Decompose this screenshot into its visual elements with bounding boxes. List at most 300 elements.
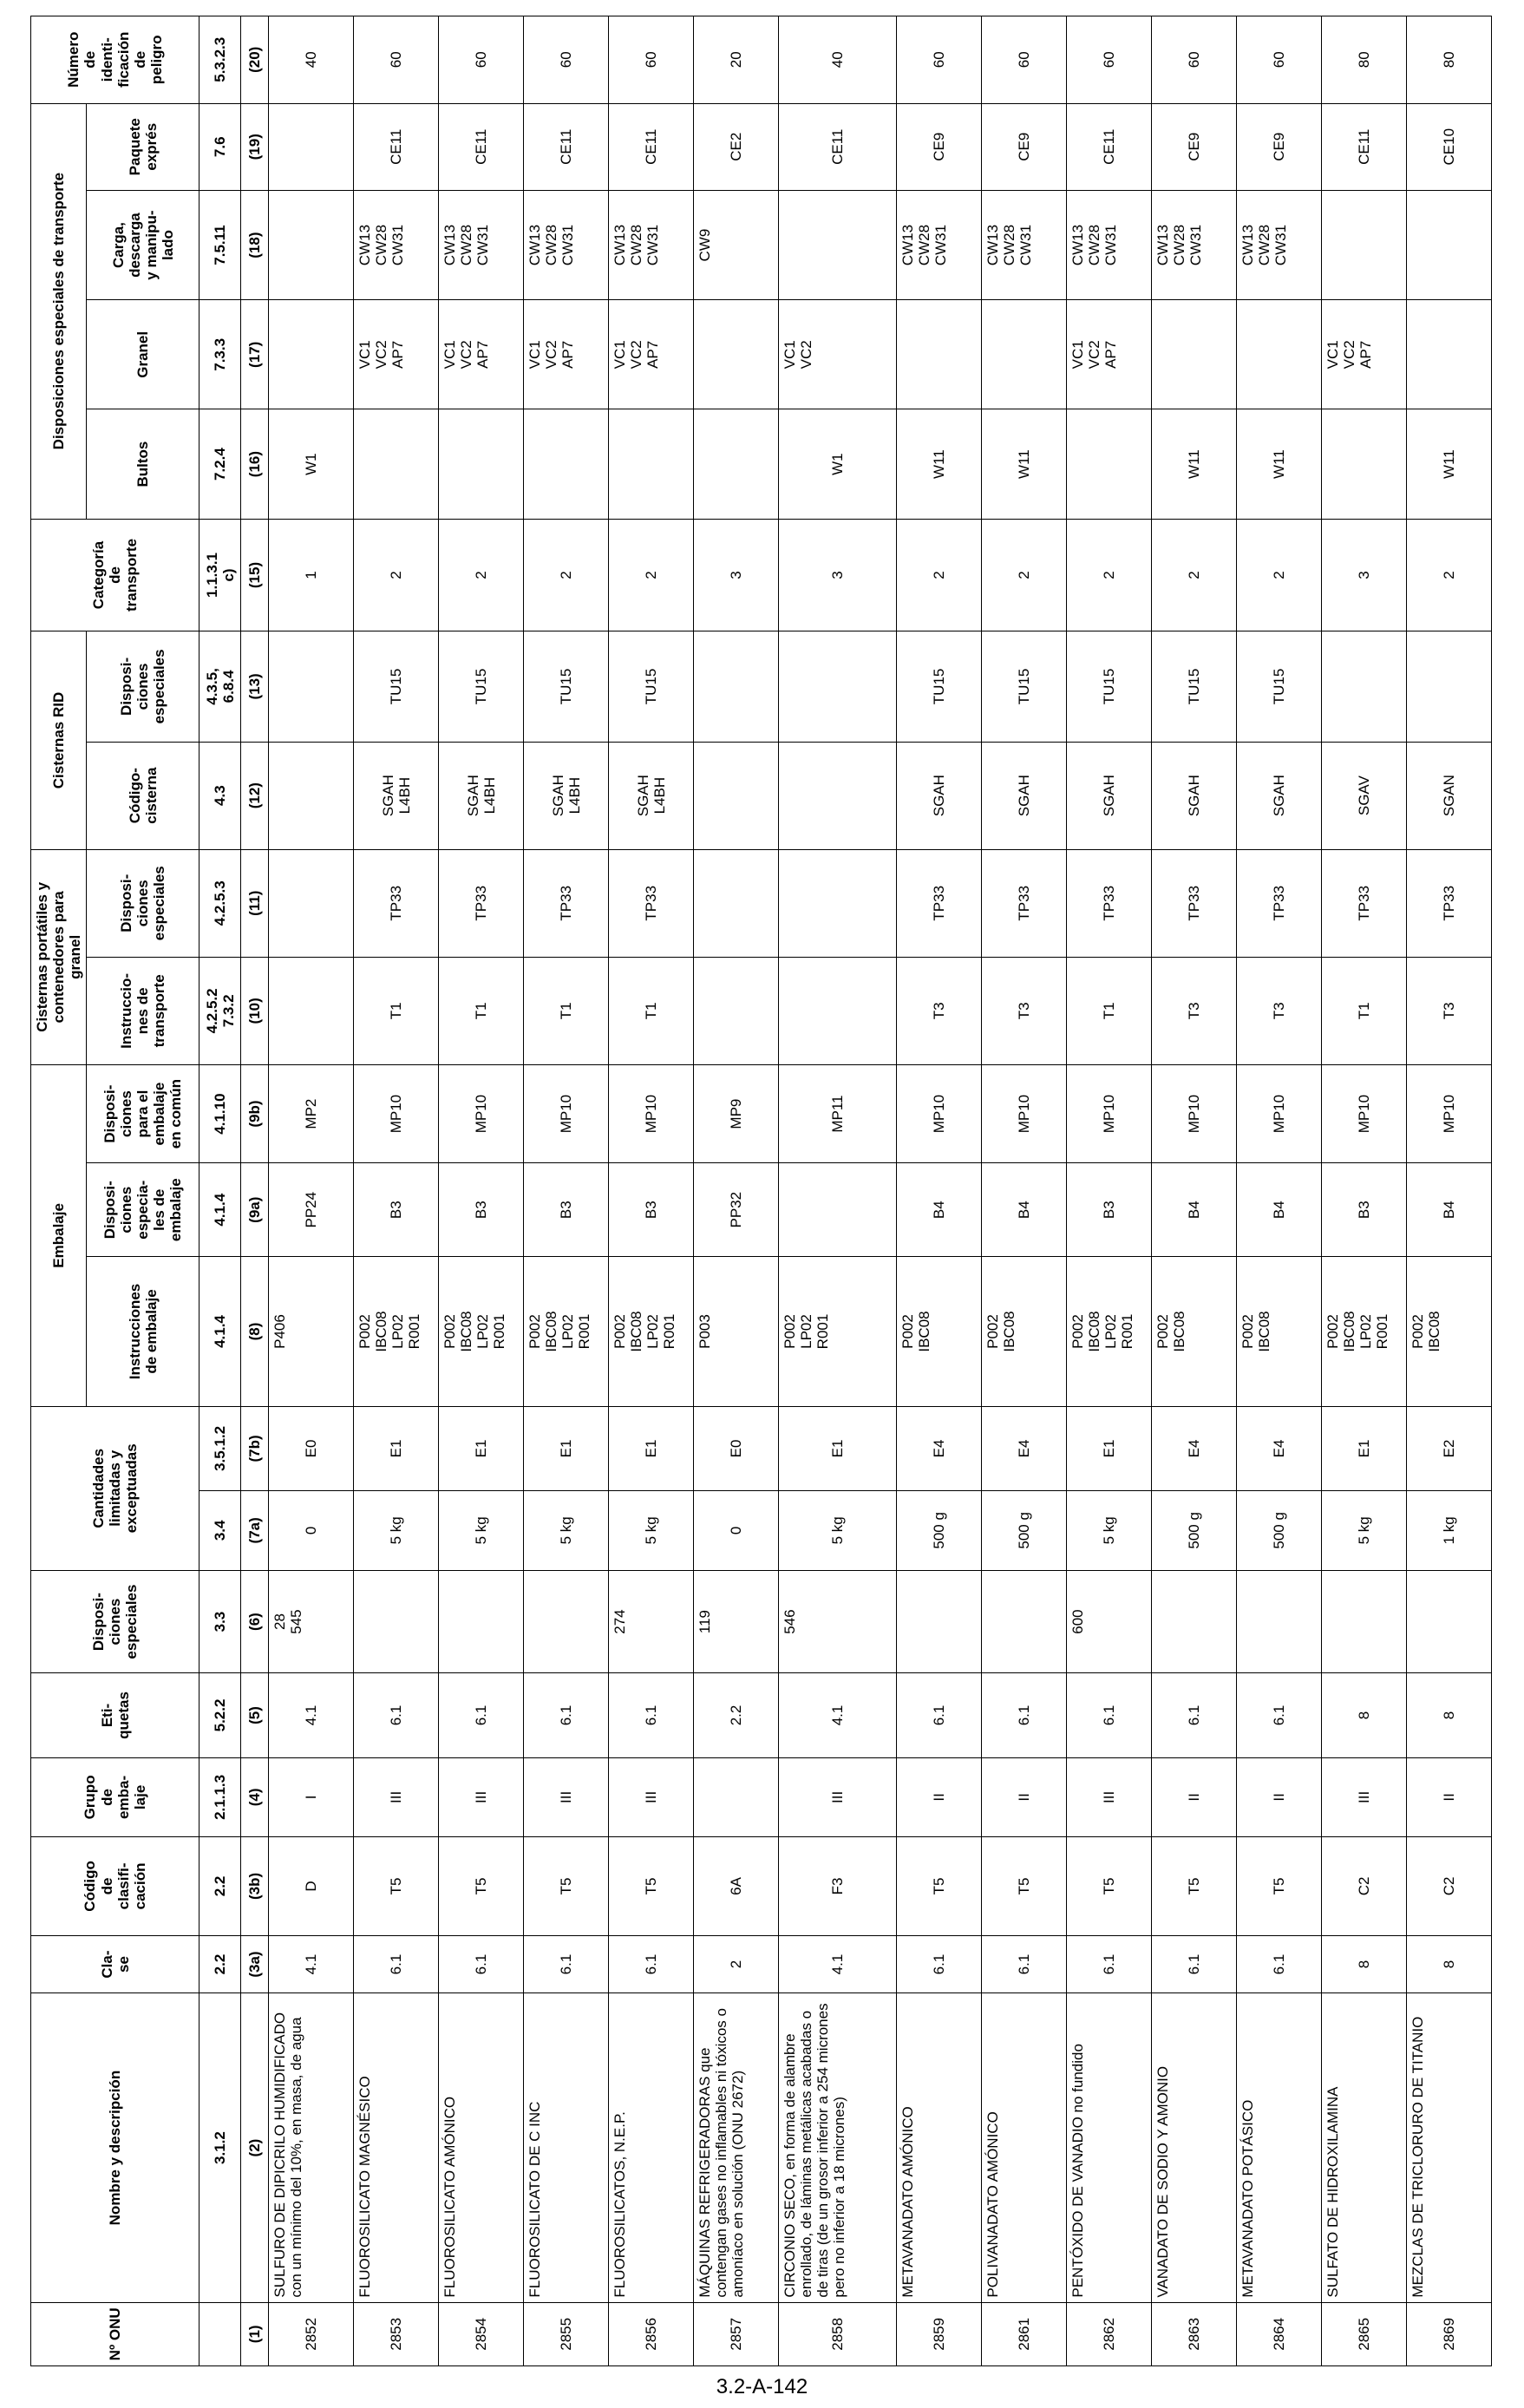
column-number-cell: (11) xyxy=(241,849,269,957)
cell-c8: P002 IBC08 xyxy=(1406,1257,1491,1407)
cell-c7b: E1 xyxy=(1066,1406,1151,1490)
cell-c7a: 500 g xyxy=(981,1490,1066,1570)
cell-c7b: E4 xyxy=(1236,1406,1321,1490)
cell-c7a: 500 g xyxy=(1236,1490,1321,1570)
cell-c3a: 6.1 xyxy=(1151,1935,1236,1993)
reference-cell: 3.3 xyxy=(199,1570,241,1673)
cell-c8: P002 IBC08 LP02 R001 xyxy=(1321,1257,1406,1407)
cell-c3a: 8 xyxy=(1321,1935,1406,1993)
cell-c3a: 6.1 xyxy=(609,1935,694,1993)
cell-c9b: MP2 xyxy=(269,1064,354,1162)
cell-c15: 1 xyxy=(269,519,354,631)
cell-c8: P002 LP02 R001 xyxy=(779,1257,897,1407)
table-row xyxy=(524,16,609,2366)
cell-c7b: E1 xyxy=(354,1406,439,1490)
cell-c12: SGAN xyxy=(1406,742,1491,849)
cell-c11: TP33 xyxy=(981,849,1066,957)
cell-c2: POLIVANADATO AMÓNICO xyxy=(981,1993,1066,2302)
reference-cell xyxy=(199,2302,241,2365)
cell-c19: CE11 xyxy=(524,103,609,190)
table-row xyxy=(1321,16,1406,2366)
cell-c15: 3 xyxy=(1321,519,1406,631)
table-body xyxy=(269,16,1492,2366)
cell-c6: 274 xyxy=(609,1570,694,1673)
reference-cell: 2.2 xyxy=(199,1837,241,1935)
cell-c12: SGAH L4BH xyxy=(609,742,694,849)
reference-cell: 2.2 xyxy=(199,1935,241,1993)
cell-c16: W1 xyxy=(779,409,897,519)
cell-c3b: T5 xyxy=(354,1837,439,1935)
cell-c7a: 5 kg xyxy=(779,1490,897,1570)
cell-c9b: MP10 xyxy=(1406,1064,1491,1162)
cell-c9a: B3 xyxy=(439,1163,524,1257)
cell-c1: 2853 xyxy=(354,2302,439,2365)
header-pack-special: Disposi- ciones especia- les de embalaje xyxy=(87,1163,199,1257)
cell-c4 xyxy=(694,1757,779,1837)
cell-c9a: B3 xyxy=(524,1163,609,1257)
cell-c10: T1 xyxy=(439,957,524,1064)
cell-c12 xyxy=(269,742,354,849)
cell-c2: SULFATO DE HIDROXILAMINA xyxy=(1321,1993,1406,2302)
cell-c7a: 5 kg xyxy=(609,1490,694,1570)
cell-c18: CW9 xyxy=(694,190,779,299)
column-number-cell: (2) xyxy=(241,1993,269,2302)
cell-c7a: 5 kg xyxy=(1066,1490,1151,1570)
cell-c3a: 6.1 xyxy=(439,1935,524,1993)
reference-cell: 4.3 xyxy=(199,742,241,849)
cell-c6 xyxy=(896,1570,981,1673)
cell-c3a: 6.1 xyxy=(981,1935,1066,1993)
cell-c19: CE11 xyxy=(439,103,524,190)
cell-c3b: C2 xyxy=(1321,1837,1406,1935)
column-number-cell: (20) xyxy=(241,16,269,104)
cell-c15: 3 xyxy=(694,519,779,631)
cell-c7b: E1 xyxy=(1321,1406,1406,1490)
column-number-cell: (8) xyxy=(241,1257,269,1407)
cell-c17 xyxy=(1236,300,1321,409)
cell-c2: MÁQUINAS REFRIGERADORAS que contengan gases no inflamables ni tóxicos o amoníaco en solución (ONU 2672) xyxy=(694,1993,779,2302)
cell-c1: 2854 xyxy=(439,2302,524,2365)
cell-c12 xyxy=(694,742,779,849)
cell-c6: 28 545 xyxy=(269,1570,354,1673)
cell-c11: TP33 xyxy=(1151,849,1236,957)
cell-c11 xyxy=(269,849,354,957)
cell-c11 xyxy=(779,849,897,957)
header-tank-special: Disposi- ciones especiales xyxy=(87,849,199,957)
header-express: Paquete exprés xyxy=(87,103,199,190)
cell-c18 xyxy=(779,190,897,299)
cell-c6 xyxy=(439,1570,524,1673)
reference-cell: 4.2.5.3 xyxy=(199,849,241,957)
cell-c15: 2 xyxy=(439,519,524,631)
cell-c12: SGAH xyxy=(1066,742,1151,849)
cell-c3a: 4.1 xyxy=(779,1935,897,1993)
cell-c9b: MP9 xyxy=(694,1064,779,1162)
reference-cell: 4.1.4 xyxy=(199,1163,241,1257)
cell-c3b: T5 xyxy=(609,1837,694,1935)
cell-c16: W11 xyxy=(981,409,1066,519)
reference-cell: 7.5.11 xyxy=(199,190,241,299)
cell-c7b: E4 xyxy=(1151,1406,1236,1490)
cell-c6: 546 xyxy=(779,1570,897,1673)
cell-c18: CW13 CW28 CW31 xyxy=(439,190,524,299)
cell-c7b: E2 xyxy=(1406,1406,1491,1490)
cell-c4: II xyxy=(981,1757,1066,1837)
cell-c5: 4.1 xyxy=(269,1673,354,1757)
cell-c9a: B4 xyxy=(981,1163,1066,1257)
cell-c3a: 6.1 xyxy=(354,1935,439,1993)
cell-c10: T1 xyxy=(354,957,439,1064)
header-pack-instructions: Instrucciones de embalaje xyxy=(87,1257,199,1407)
cell-c4: III xyxy=(524,1757,609,1837)
cell-c4: III xyxy=(1066,1757,1151,1837)
cell-c4: II xyxy=(1151,1757,1236,1837)
cell-c3b: 6A xyxy=(694,1837,779,1935)
cell-c7b: E0 xyxy=(269,1406,354,1490)
column-number-cell: (6) xyxy=(241,1570,269,1673)
cell-c2: METAVANADATO AMÓNICO xyxy=(896,1993,981,2302)
reference-cell: 7.3.3 xyxy=(199,300,241,409)
cell-c11: TP33 xyxy=(1321,849,1406,957)
cell-c9b: MP10 xyxy=(524,1064,609,1162)
cell-c8: P002 IBC08 xyxy=(896,1257,981,1407)
cell-c4: III xyxy=(779,1757,897,1837)
cell-c15: 2 xyxy=(524,519,609,631)
cell-c12: SGAH L4BH xyxy=(439,742,524,849)
cell-c10: T1 xyxy=(609,957,694,1064)
cell-c11: TP33 xyxy=(524,849,609,957)
column-number-cell: (15) xyxy=(241,519,269,631)
cell-c13: TU15 xyxy=(981,631,1066,742)
cell-c3a: 2 xyxy=(694,1935,779,1993)
cell-c7a: 0 xyxy=(269,1490,354,1570)
cell-c13: TU15 xyxy=(524,631,609,742)
reference-cell: 1.1.3.1 c) xyxy=(199,519,241,631)
cell-c3a: 6.1 xyxy=(1236,1935,1321,1993)
cell-c16: W11 xyxy=(1236,409,1321,519)
cell-c6 xyxy=(1151,1570,1236,1673)
cell-c15: 2 xyxy=(1236,519,1321,631)
header-packing-group: Grupo de emba- laje xyxy=(31,1757,199,1837)
cell-c19: CE9 xyxy=(1151,103,1236,190)
header-tank-instructions: Instruccio- nes de transporte xyxy=(87,957,199,1064)
cell-c9b: MP10 xyxy=(354,1064,439,1162)
cell-c16: W11 xyxy=(1151,409,1236,519)
cell-c7b: E1 xyxy=(439,1406,524,1490)
cell-c4: III xyxy=(354,1757,439,1837)
cell-c9b: MP10 xyxy=(896,1064,981,1162)
column-number-cell: (13) xyxy=(241,631,269,742)
cell-c10: T3 xyxy=(1406,957,1491,1064)
column-number-cell: (16) xyxy=(241,409,269,519)
cell-c2: FLUOROSILICATOS, N.E.P. xyxy=(609,1993,694,2302)
cell-c17 xyxy=(1151,300,1236,409)
cell-c15: 2 xyxy=(609,519,694,631)
column-number-cell: (7a) xyxy=(241,1490,269,1570)
cell-c8: P406 xyxy=(269,1257,354,1407)
cell-c9a: PP32 xyxy=(694,1163,779,1257)
table-row xyxy=(354,16,439,2366)
cell-c19: CE9 xyxy=(896,103,981,190)
cell-c9b: MP10 xyxy=(1236,1064,1321,1162)
cell-c3b: T5 xyxy=(439,1837,524,1935)
cell-c7a: 5 kg xyxy=(1321,1490,1406,1570)
cell-c5: 6.1 xyxy=(1066,1673,1151,1757)
cell-c7a: 1 kg xyxy=(1406,1490,1491,1570)
reference-row xyxy=(199,16,241,2366)
cell-c3b: T5 xyxy=(896,1837,981,1935)
cell-c7a: 5 kg xyxy=(439,1490,524,1570)
reference-cell: 3.4 xyxy=(199,1490,241,1570)
cell-c3a: 6.1 xyxy=(524,1935,609,1993)
cell-c9b: MP10 xyxy=(1066,1064,1151,1162)
cell-c4: III xyxy=(439,1757,524,1837)
cell-c3b: T5 xyxy=(1151,1837,1236,1935)
column-number-cell: (9a) xyxy=(241,1163,269,1257)
cell-c17 xyxy=(896,300,981,409)
cell-c3b: F3 xyxy=(779,1837,897,1935)
cell-c8: P003 xyxy=(694,1257,779,1407)
cell-c3b: T5 xyxy=(1236,1837,1321,1935)
table-row xyxy=(1406,16,1491,2366)
cell-c9a: B4 xyxy=(1236,1163,1321,1257)
cell-c20: 40 xyxy=(269,16,354,104)
page-number: 3.2-A-142 xyxy=(716,2375,808,2398)
cell-c9a: B4 xyxy=(1151,1163,1236,1257)
cell-c3a: 6.1 xyxy=(896,1935,981,1993)
cell-c2: FLUOROSILICATO DE C INC xyxy=(524,1993,609,2302)
cell-c15: 2 xyxy=(981,519,1066,631)
cell-c3b: D xyxy=(269,1837,354,1935)
cell-c20: 20 xyxy=(694,16,779,104)
cell-c1: 2863 xyxy=(1151,2302,1236,2365)
cell-c4: II xyxy=(1236,1757,1321,1837)
cell-c19: CE11 xyxy=(779,103,897,190)
cell-c20: 60 xyxy=(896,16,981,104)
cell-c17: VC1 VC2 AP7 xyxy=(1321,300,1406,409)
column-number-cell: (7b) xyxy=(241,1406,269,1490)
cell-c16 xyxy=(354,409,439,519)
cell-c18 xyxy=(1321,190,1406,299)
table-row xyxy=(779,16,897,2366)
column-number-cell: (5) xyxy=(241,1673,269,1757)
cell-c7b: E4 xyxy=(981,1406,1066,1490)
cell-c15: 2 xyxy=(896,519,981,631)
cell-c20: 80 xyxy=(1321,16,1406,104)
cell-c10 xyxy=(269,957,354,1064)
cell-c20: 60 xyxy=(609,16,694,104)
cell-c1: 2856 xyxy=(609,2302,694,2365)
cell-c20: 60 xyxy=(524,16,609,104)
cell-c7b: E1 xyxy=(524,1406,609,1490)
header-class: Cla- se xyxy=(31,1935,199,1993)
cell-c10: T1 xyxy=(1066,957,1151,1064)
cell-c17 xyxy=(694,300,779,409)
cell-c20: 60 xyxy=(1236,16,1321,104)
cell-c13 xyxy=(694,631,779,742)
cell-c16 xyxy=(1066,409,1151,519)
header-mixed-packing: Disposi- ciones para el embalaje en común xyxy=(87,1064,199,1162)
cell-c20: 60 xyxy=(1151,16,1236,104)
cell-c2: CIRCONIO SECO, en forma de alambre enrollado, de láminas metálicas acabadas o de tiras (de un grosor inferior a 254 micrones pero no inferior a 18 micrones) xyxy=(779,1993,897,2302)
cell-c3b: T5 xyxy=(1066,1837,1151,1935)
rotated-table-wrapper xyxy=(30,16,1492,2366)
column-number-cell: (17) xyxy=(241,300,269,409)
cell-c9b: MP10 xyxy=(439,1064,524,1162)
header-name: Nombre y descripción xyxy=(31,1993,199,2302)
cell-c1: 2858 xyxy=(779,2302,897,2365)
cell-c17: VC1 VC2 AP7 xyxy=(354,300,439,409)
cell-c8: P002 IBC08 LP02 R001 xyxy=(439,1257,524,1407)
cell-c17 xyxy=(269,300,354,409)
cell-c5: 6.1 xyxy=(1151,1673,1236,1757)
cell-c13: TU15 xyxy=(896,631,981,742)
cell-c1: 2857 xyxy=(694,2302,779,2365)
table-row xyxy=(1151,16,1236,2366)
cell-c13: TU15 xyxy=(1151,631,1236,742)
cell-c17: VC1 VC2 AP7 xyxy=(609,300,694,409)
cell-c20: 60 xyxy=(354,16,439,104)
cell-c13 xyxy=(1406,631,1491,742)
cell-c15: 2 xyxy=(1151,519,1236,631)
cell-c1: 2865 xyxy=(1321,2302,1406,2365)
cell-c1: 2864 xyxy=(1236,2302,1321,2365)
cell-c4: III xyxy=(609,1757,694,1837)
cell-c11: TP33 xyxy=(896,849,981,957)
cell-c17: VC1 VC2 AP7 xyxy=(524,300,609,409)
cell-c5: 6.1 xyxy=(439,1673,524,1757)
table-row xyxy=(1236,16,1321,2366)
cell-c1: 2862 xyxy=(1066,2302,1151,2365)
header-rid-special: Disposi- ciones especiales xyxy=(87,631,199,742)
cell-c5: 8 xyxy=(1321,1673,1406,1757)
cell-c6: 119 xyxy=(694,1570,779,1673)
cell-c9a: B4 xyxy=(896,1163,981,1257)
cell-c10: T3 xyxy=(896,957,981,1064)
cell-c11: TP33 xyxy=(609,849,694,957)
table-row xyxy=(694,16,779,2366)
cell-c3b: C2 xyxy=(1406,1837,1491,1935)
column-number-cell: (4) xyxy=(241,1757,269,1837)
reference-cell: 7.6 xyxy=(199,103,241,190)
cell-c19: CE11 xyxy=(1321,103,1406,190)
header-hazard-id: Número de identi- ficación de peligro xyxy=(31,16,199,104)
cell-c1: 2861 xyxy=(981,2302,1066,2365)
cell-c13 xyxy=(1321,631,1406,742)
cell-c17 xyxy=(1406,300,1491,409)
cell-c20: 60 xyxy=(1066,16,1151,104)
cell-c9b: MP10 xyxy=(1151,1064,1236,1162)
cell-c19: CE9 xyxy=(1236,103,1321,190)
cell-c2: VANADATO DE SODIO Y AMONIO xyxy=(1151,1993,1236,2302)
cell-c20: 80 xyxy=(1406,16,1491,104)
header-packaging: Embalaje xyxy=(31,1064,87,1406)
cell-c8: P002 IBC08 LP02 R001 xyxy=(354,1257,439,1407)
cell-c2: MEZCLAS DE TRICLORURO DE TITANIO xyxy=(1406,1993,1491,2302)
cell-c9a: B3 xyxy=(354,1163,439,1257)
header-packages: Bultos xyxy=(87,409,199,519)
reference-cell: 5.3.2.3 xyxy=(199,16,241,104)
cell-c18 xyxy=(1406,190,1491,299)
cell-c7b: E0 xyxy=(694,1406,779,1490)
cell-c9a: B3 xyxy=(1066,1163,1151,1257)
cell-c4: III xyxy=(1321,1757,1406,1837)
cell-c12: SGAV xyxy=(1321,742,1406,849)
cell-c5: 6.1 xyxy=(524,1673,609,1757)
cell-c18: CW13 CW28 CW31 xyxy=(524,190,609,299)
cell-c13: TU15 xyxy=(439,631,524,742)
cell-c20: 60 xyxy=(439,16,524,104)
reference-cell: 2.1.1.3 xyxy=(199,1757,241,1837)
cell-c11: TP33 xyxy=(1406,849,1491,957)
cell-c17 xyxy=(981,300,1066,409)
cell-c10: T1 xyxy=(1321,957,1406,1064)
cell-c9b: MP10 xyxy=(981,1064,1066,1162)
cell-c2: SULFURO DE DIPICRILO HUMIDIFICADO con un mínimo del 10%, en masa, de agua xyxy=(269,1993,354,2302)
cell-c4: II xyxy=(896,1757,981,1837)
cell-c5: 8 xyxy=(1406,1673,1491,1757)
cell-c16 xyxy=(1321,409,1406,519)
cell-c7a: 5 kg xyxy=(524,1490,609,1570)
cell-c7b: E4 xyxy=(896,1406,981,1490)
cell-c5: 2.2 xyxy=(694,1673,779,1757)
dangerous-goods-table xyxy=(30,16,1492,2366)
cell-c8: P002 IBC08 LP02 R001 xyxy=(524,1257,609,1407)
cell-c19: CE9 xyxy=(981,103,1066,190)
reference-cell: 4.1.4 xyxy=(199,1257,241,1407)
cell-c9b: MP11 xyxy=(779,1064,897,1162)
column-number-cell: (12) xyxy=(241,742,269,849)
table-row xyxy=(896,16,981,2366)
table-row xyxy=(981,16,1066,2366)
cell-c17: VC1 VC2 xyxy=(779,300,897,409)
cell-c8: P002 IBC08 xyxy=(1236,1257,1321,1407)
cell-c13: TU15 xyxy=(609,631,694,742)
cell-c2: PENTÓXIDO DE VANADIO no fundido xyxy=(1066,1993,1151,2302)
cell-c5: 6.1 xyxy=(981,1673,1066,1757)
cell-c18: CW13 CW28 CW31 xyxy=(609,190,694,299)
cell-c10: T3 xyxy=(1151,957,1236,1064)
cell-c20: 60 xyxy=(981,16,1066,104)
cell-c10: T3 xyxy=(1236,957,1321,1064)
column-number-cell: (3b) xyxy=(241,1837,269,1935)
cell-c4: I xyxy=(269,1757,354,1837)
cell-c15: 2 xyxy=(354,519,439,631)
column-number-cell: (9b) xyxy=(241,1064,269,1162)
header-rid-tanks: Cisternas RID xyxy=(31,631,87,849)
cell-c11: TP33 xyxy=(1066,849,1151,957)
cell-c10 xyxy=(779,957,897,1064)
cell-c6 xyxy=(1321,1570,1406,1673)
cell-c2: FLUOROSILICATO AMÓNICO xyxy=(439,1993,524,2302)
cell-c5: 4.1 xyxy=(779,1673,897,1757)
cell-c7b: E1 xyxy=(779,1406,897,1490)
cell-c13: TU15 xyxy=(1066,631,1151,742)
cell-c16: W1 xyxy=(269,409,354,519)
cell-c19: CE10 xyxy=(1406,103,1491,190)
cell-c18: CW13 CW28 CW31 xyxy=(354,190,439,299)
table-row xyxy=(609,16,694,2366)
cell-c5: 6.1 xyxy=(354,1673,439,1757)
header-special-transport: Disposiciones especiales de transporte xyxy=(31,103,87,519)
cell-c9a: PP24 xyxy=(269,1163,354,1257)
cell-c1: 2859 xyxy=(896,2302,981,2365)
column-number-row xyxy=(241,16,269,2366)
cell-c18: CW13 CW28 CW31 xyxy=(981,190,1066,299)
cell-c16: W11 xyxy=(896,409,981,519)
table-row xyxy=(269,16,354,2366)
cell-c3a: 6.1 xyxy=(1066,1935,1151,1993)
